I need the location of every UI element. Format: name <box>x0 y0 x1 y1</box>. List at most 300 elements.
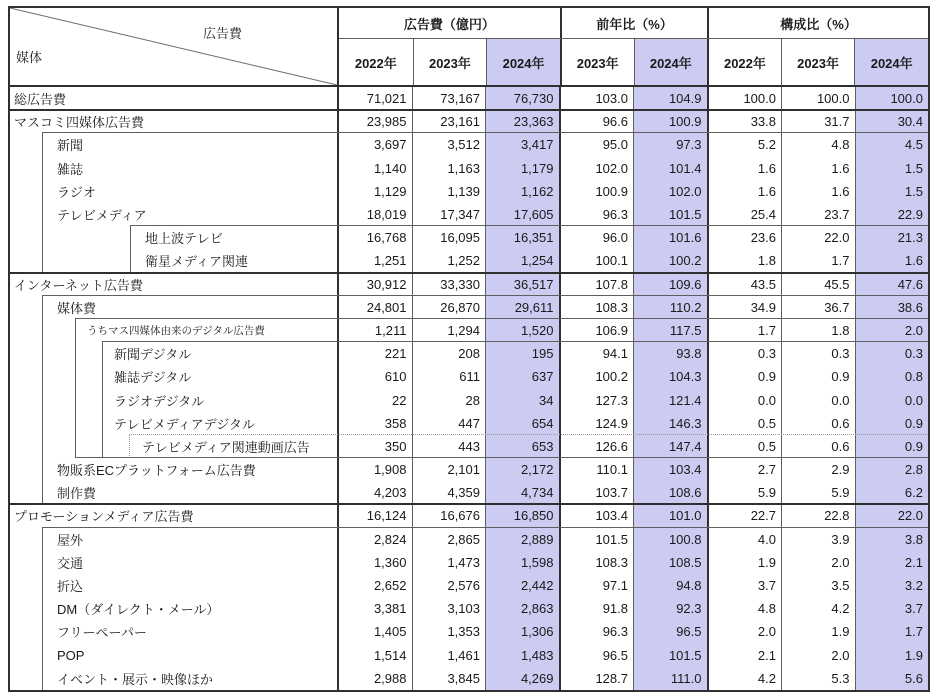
value-cell: 104.3 <box>633 365 707 388</box>
value-cell: 1,461 <box>412 644 486 667</box>
value-cell: 2,652 <box>373 578 407 594</box>
value-cell: 1.7 <box>707 319 782 342</box>
value-cell: 146.3 <box>633 412 707 435</box>
value-cell: 6.2 <box>855 481 929 504</box>
media-name-label: ラジオ <box>57 184 97 200</box>
value-cell: 358 <box>384 415 407 431</box>
value-cell: 0.0 <box>707 388 782 411</box>
media-name-label: フリーペーパー <box>57 625 147 641</box>
value-cell: 104.9 <box>633 87 707 110</box>
value-cell: 4.8 <box>707 597 782 620</box>
value-cell: 2.8 <box>855 458 929 481</box>
value-cell: 22.0 <box>781 226 855 249</box>
box-divider <box>130 225 928 226</box>
media-name-cell <box>10 226 339 249</box>
year-header-row <box>339 39 928 85</box>
indent-guide <box>102 388 103 411</box>
media-name-cell <box>10 87 339 110</box>
value-cell: 22 <box>392 392 407 408</box>
value-cell: 124.9 <box>559 412 634 435</box>
value-cell: 45.5 <box>781 273 855 296</box>
table-row <box>10 203 928 226</box>
table-row <box>10 481 928 504</box>
value-cell: 0.6 <box>781 435 855 458</box>
indent-guide <box>102 435 103 458</box>
value-cell: 0.6 <box>781 412 855 435</box>
value-cell: 101.5 <box>559 528 634 551</box>
table-row <box>10 249 928 272</box>
value-cell: 1,520 <box>485 319 559 342</box>
box-divider <box>42 132 928 133</box>
indent-guide <box>42 528 43 551</box>
table-row <box>10 273 928 296</box>
value-cell: 1,252 <box>412 249 486 272</box>
section-divider <box>10 109 928 111</box>
value-cell: 29,611 <box>485 296 559 319</box>
value-cell: 1,908 <box>373 462 407 478</box>
value-cell: 96.3 <box>559 620 634 643</box>
value-cell: 1,211 <box>374 322 407 338</box>
value-cell: 1,360 <box>373 554 407 570</box>
table-row <box>10 180 928 203</box>
value-cell: 5.3 <box>781 667 855 690</box>
value-cell: 100.2 <box>559 365 634 388</box>
table-header <box>10 8 928 87</box>
value-cell: 2,824 <box>373 531 407 547</box>
value-cell: 34.9 <box>707 296 782 319</box>
value-cell: 0.3 <box>855 342 929 365</box>
value-cell: 106.9 <box>559 319 634 342</box>
media-name-label: 雑誌 <box>57 161 84 177</box>
box-divider <box>75 318 928 319</box>
value-cell: 1.6 <box>707 180 782 203</box>
value-cell: 0.9 <box>781 365 855 388</box>
value-cell: 1,179 <box>485 157 559 180</box>
media-name-cell <box>10 157 339 180</box>
media-name-cell <box>10 597 339 620</box>
corner-label-media: 媒体 <box>16 50 43 65</box>
value-cell: 1.7 <box>781 249 855 272</box>
table-row <box>10 110 928 133</box>
value-cell: 0.5 <box>707 412 782 435</box>
indent-guide <box>75 388 76 411</box>
year-header-0-0: 2022年 <box>354 55 397 71</box>
value-cell: 107.8 <box>559 273 634 296</box>
value-cell: 96.5 <box>559 644 634 667</box>
value-cell: 34 <box>485 388 559 411</box>
value-cell: 25.4 <box>707 203 782 226</box>
value-cell: 101.4 <box>633 157 707 180</box>
value-cell: 1,405 <box>373 624 407 640</box>
value-cell: 24,801 <box>366 299 407 315</box>
media-name-label: POP <box>57 647 85 663</box>
corner-label-adcost: 広告費 <box>203 26 243 41</box>
value-cell: 4.0 <box>707 528 782 551</box>
indent-guide <box>42 342 43 365</box>
media-name-cell <box>10 249 339 272</box>
media-name-cell <box>10 574 339 597</box>
media-name-label: 交通 <box>57 555 84 571</box>
table-row <box>10 296 928 319</box>
media-name-label: 折込 <box>57 579 84 595</box>
value-cell: 93.8 <box>633 342 707 365</box>
section-divider <box>10 503 928 505</box>
value-cell: 101.0 <box>633 504 707 527</box>
value-cell: 3.9 <box>781 528 855 551</box>
value-cell: 1.6 <box>781 157 855 180</box>
value-cell: 16,850 <box>485 504 559 527</box>
value-cell: 221 <box>384 346 407 362</box>
year-header-0-2: 2024年 <box>486 39 560 85</box>
indent-guide <box>42 133 43 156</box>
indent-guide <box>42 597 43 620</box>
media-name-cell <box>10 551 339 574</box>
header-right <box>339 8 928 85</box>
value-cell: 22.9 <box>855 203 929 226</box>
value-cell: 43.5 <box>707 273 782 296</box>
value-cell: 110.2 <box>633 296 707 319</box>
value-cell: 103.4 <box>559 504 634 527</box>
media-name-cell <box>10 481 339 504</box>
indent-guide <box>75 342 76 365</box>
group-header-share: 構成比（%） <box>707 8 928 38</box>
value-cell: 36.7 <box>781 296 855 319</box>
value-cell: 1.8 <box>707 249 782 272</box>
indent-guide <box>42 319 43 342</box>
value-cell: 21.3 <box>855 226 929 249</box>
media-name-label: DM（ダイレクト・メール） <box>57 602 220 618</box>
corner-cell <box>10 8 339 85</box>
value-cell: 73,167 <box>412 87 486 110</box>
value-cell: 1.6 <box>855 249 929 272</box>
table-row <box>10 667 928 690</box>
media-name-label: 物販系ECプラットフォーム広告費 <box>57 463 256 479</box>
indent-guide <box>42 412 43 435</box>
value-cell: 109.6 <box>633 273 707 296</box>
value-cell: 4,269 <box>485 667 559 690</box>
value-cell: 1,514 <box>373 647 407 663</box>
media-name-label: 衛星メディア関連 <box>145 254 248 270</box>
value-cell: 23,985 <box>366 114 407 130</box>
value-cell: 1,251 <box>373 253 407 269</box>
value-cell: 16,676 <box>412 504 486 527</box>
media-name-cell <box>10 667 339 690</box>
value-cell: 94.1 <box>559 342 634 365</box>
value-cell: 18,019 <box>366 207 407 223</box>
value-cell: 0.9 <box>855 412 929 435</box>
media-name-label: 雑誌デジタル <box>114 370 192 386</box>
value-cell: 76,730 <box>485 87 559 110</box>
media-name-label: うちマス四媒体由来のデジタル広告費 <box>87 324 265 337</box>
indent-guide <box>42 296 43 319</box>
value-cell: 1,483 <box>485 644 559 667</box>
media-name-cell <box>10 388 339 411</box>
media-name-label: 新聞 <box>57 138 84 154</box>
table-row <box>10 458 928 481</box>
value-cell: 2,988 <box>373 670 407 686</box>
indent-guide <box>75 435 76 458</box>
section-divider <box>10 272 928 274</box>
value-cell: 1.6 <box>707 157 782 180</box>
group-header-yoy: 前年比（%） <box>560 8 707 38</box>
value-cell: 108.3 <box>559 551 634 574</box>
value-cell: 3,512 <box>412 133 486 156</box>
value-cell: 100.0 <box>781 87 855 110</box>
media-name-label: ラジオデジタル <box>114 393 205 409</box>
value-cell: 3,697 <box>373 137 407 153</box>
indent-guide <box>42 574 43 597</box>
year-header-2-1: 2023年 <box>781 39 855 85</box>
value-cell: 16,095 <box>412 226 486 249</box>
indent-guide <box>42 435 43 458</box>
value-cell: 1.7 <box>855 620 929 643</box>
value-cell: 126.6 <box>559 435 634 458</box>
value-cell: 23.6 <box>707 226 782 249</box>
table-row <box>10 319 928 342</box>
value-cell: 33,330 <box>412 273 486 296</box>
media-name-cell <box>10 319 339 342</box>
value-cell: 0.3 <box>781 342 855 365</box>
value-cell: 1,163 <box>412 157 486 180</box>
value-cell: 100.0 <box>707 87 782 110</box>
table-row <box>10 551 928 574</box>
year-header-0-1: 2023年 <box>413 39 487 85</box>
value-cell: 1.9 <box>707 551 782 574</box>
media-name-label: マスコミ四媒体広告費 <box>14 115 145 131</box>
value-cell: 610 <box>384 369 407 385</box>
table-row <box>10 435 928 458</box>
value-cell: 3.5 <box>781 574 855 597</box>
value-cell: 2.0 <box>781 644 855 667</box>
ad-spend-table <box>8 6 930 692</box>
media-name-cell <box>10 133 339 156</box>
media-name-cell <box>10 365 339 388</box>
value-cell: 653 <box>485 435 559 458</box>
table-row <box>10 87 928 110</box>
year-header-2-0: 2022年 <box>707 39 781 85</box>
value-cell: 0.9 <box>707 365 782 388</box>
value-cell: 3,845 <box>412 667 486 690</box>
media-name-cell <box>10 180 339 203</box>
value-cell: 17,605 <box>485 203 559 226</box>
value-cell: 1.9 <box>855 644 929 667</box>
media-name-cell <box>10 412 339 435</box>
indent-guide <box>42 620 43 643</box>
value-cell: 147.4 <box>633 435 707 458</box>
value-cell: 30.4 <box>855 110 929 133</box>
value-cell: 2.0 <box>707 620 782 643</box>
media-name-label: 地上波テレビ <box>145 231 223 247</box>
year-header-2-2: 2024年 <box>854 39 928 85</box>
media-name-label: 新聞デジタル <box>114 347 192 363</box>
media-name-label: テレビメディアデジタル <box>114 416 255 432</box>
box-divider <box>102 341 928 342</box>
value-cell: 1,473 <box>412 551 486 574</box>
table-row <box>10 597 928 620</box>
table-row <box>10 644 928 667</box>
value-cell: 1,254 <box>485 249 559 272</box>
indent-guide <box>42 180 43 203</box>
value-cell: 101.5 <box>633 644 707 667</box>
value-cell: 1.8 <box>781 319 855 342</box>
indent-guide <box>102 412 103 435</box>
value-cell: 36,517 <box>485 273 559 296</box>
value-cell: 3.8 <box>855 528 929 551</box>
table-row <box>10 226 928 249</box>
value-cell: 447 <box>412 412 486 435</box>
value-cell: 2.9 <box>781 458 855 481</box>
value-cell: 611 <box>412 365 486 388</box>
value-cell: 2.7 <box>707 458 782 481</box>
value-cell: 103.7 <box>559 481 634 504</box>
value-cell: 26,870 <box>412 296 486 319</box>
media-name-cell <box>10 203 339 226</box>
indent-guide <box>42 644 43 667</box>
table-row <box>10 620 928 643</box>
table-row <box>10 388 928 411</box>
value-cell: 4,359 <box>412 481 486 504</box>
value-cell: 100.0 <box>855 87 929 110</box>
value-cell: 128.7 <box>559 667 634 690</box>
value-cell: 3,103 <box>412 597 486 620</box>
value-cell: 47.6 <box>855 273 929 296</box>
media-name-label: インターネット広告費 <box>14 277 143 293</box>
value-cell: 5.6 <box>855 667 929 690</box>
value-cell: 23.7 <box>781 203 855 226</box>
indent-guide <box>42 481 43 504</box>
value-cell: 1,598 <box>485 551 559 574</box>
value-cell: 22.7 <box>707 504 782 527</box>
value-cell: 108.5 <box>633 551 707 574</box>
value-cell: 127.3 <box>559 388 634 411</box>
indent-guide <box>42 249 43 272</box>
indent-guide <box>130 249 131 272</box>
value-cell: 4.2 <box>781 597 855 620</box>
value-cell: 103.0 <box>559 87 634 110</box>
value-cell: 0.0 <box>781 388 855 411</box>
table-row <box>10 412 928 435</box>
indent-guide <box>130 226 131 249</box>
box-divider <box>42 527 928 528</box>
value-cell: 33.8 <box>707 110 782 133</box>
value-cell: 2,101 <box>412 458 486 481</box>
diagonal-line <box>10 8 337 85</box>
media-name-cell <box>10 273 339 296</box>
indent-guide <box>42 203 43 226</box>
value-cell: 2.1 <box>707 644 782 667</box>
value-cell: 0.8 <box>855 365 929 388</box>
value-cell: 195 <box>485 342 559 365</box>
value-cell: 1,129 <box>373 183 407 199</box>
media-name-cell <box>10 435 339 458</box>
media-name-label: テレビメディア関連動画広告 <box>142 439 310 455</box>
value-cell: 17,347 <box>412 203 486 226</box>
value-cell: 100.2 <box>633 249 707 272</box>
box-divider <box>42 295 928 296</box>
value-cell: 1.9 <box>781 620 855 643</box>
value-cell: 4.2 <box>707 667 782 690</box>
value-cell: 31.7 <box>781 110 855 133</box>
value-cell: 110.1 <box>559 458 634 481</box>
media-name-cell <box>10 296 339 319</box>
value-cell: 1.5 <box>855 157 929 180</box>
indent-guide <box>102 365 103 388</box>
value-cell: 1,353 <box>412 620 486 643</box>
value-cell: 96.6 <box>559 110 634 133</box>
value-cell: 103.4 <box>633 458 707 481</box>
indent-guide <box>102 342 103 365</box>
value-cell: 2.0 <box>855 319 929 342</box>
value-cell: 4,734 <box>485 481 559 504</box>
value-cell: 96.0 <box>559 226 634 249</box>
value-cell: 30,912 <box>366 276 407 292</box>
group-header-adcost: 広告費（億円） <box>403 16 495 32</box>
value-cell: 0.9 <box>855 435 929 458</box>
table-row <box>10 574 928 597</box>
value-cell: 91.8 <box>559 597 634 620</box>
value-cell: 95.0 <box>559 133 634 156</box>
value-cell: 654 <box>485 412 559 435</box>
value-cell: 100.8 <box>633 528 707 551</box>
table-row <box>10 504 928 527</box>
value-cell: 1.5 <box>855 180 929 203</box>
media-name-cell <box>10 504 339 527</box>
value-cell: 2,442 <box>485 574 559 597</box>
value-cell: 5.9 <box>781 481 855 504</box>
value-cell: 2,172 <box>485 458 559 481</box>
indent-guide-dotted <box>129 435 130 458</box>
table-row <box>10 342 928 365</box>
value-cell: 23,363 <box>485 110 559 133</box>
indent-guide <box>42 157 43 180</box>
value-cell: 443 <box>412 435 486 458</box>
value-cell: 208 <box>412 342 486 365</box>
value-cell: 0.3 <box>707 342 782 365</box>
media-name-label: イベント・展示・映像ほか <box>57 671 214 687</box>
value-cell: 96.5 <box>633 620 707 643</box>
media-name-label: 制作費 <box>57 486 97 502</box>
value-cell: 100.9 <box>633 110 707 133</box>
indent-guide <box>42 365 43 388</box>
year-header-1-1: 2024年 <box>634 39 708 85</box>
value-cell: 1,294 <box>412 319 486 342</box>
value-cell: 0.5 <box>707 435 782 458</box>
value-cell: 117.5 <box>633 319 707 342</box>
value-cell: 100.1 <box>559 249 634 272</box>
value-cell: 38.6 <box>855 296 929 319</box>
box-divider <box>129 434 928 435</box>
value-cell: 102.0 <box>633 180 707 203</box>
value-cell: 1,306 <box>485 620 559 643</box>
value-cell: 3.7 <box>707 574 782 597</box>
value-cell: 3,417 <box>485 133 559 156</box>
media-name-label: 屋外 <box>57 532 84 548</box>
indent-guide <box>75 412 76 435</box>
value-cell: 97.3 <box>633 133 707 156</box>
value-cell: 5.9 <box>707 481 782 504</box>
value-cell: 2,863 <box>485 597 559 620</box>
value-cell: 0.0 <box>855 388 929 411</box>
value-cell: 3,381 <box>373 601 407 617</box>
value-cell: 101.6 <box>633 226 707 249</box>
media-name-cell <box>10 620 339 643</box>
media-name-label: プロモーションメディア広告費 <box>14 509 194 525</box>
table-row <box>10 133 928 156</box>
box-divider <box>75 457 928 458</box>
table-row <box>10 365 928 388</box>
value-cell: 23,161 <box>412 110 486 133</box>
value-cell: 22.0 <box>855 504 929 527</box>
